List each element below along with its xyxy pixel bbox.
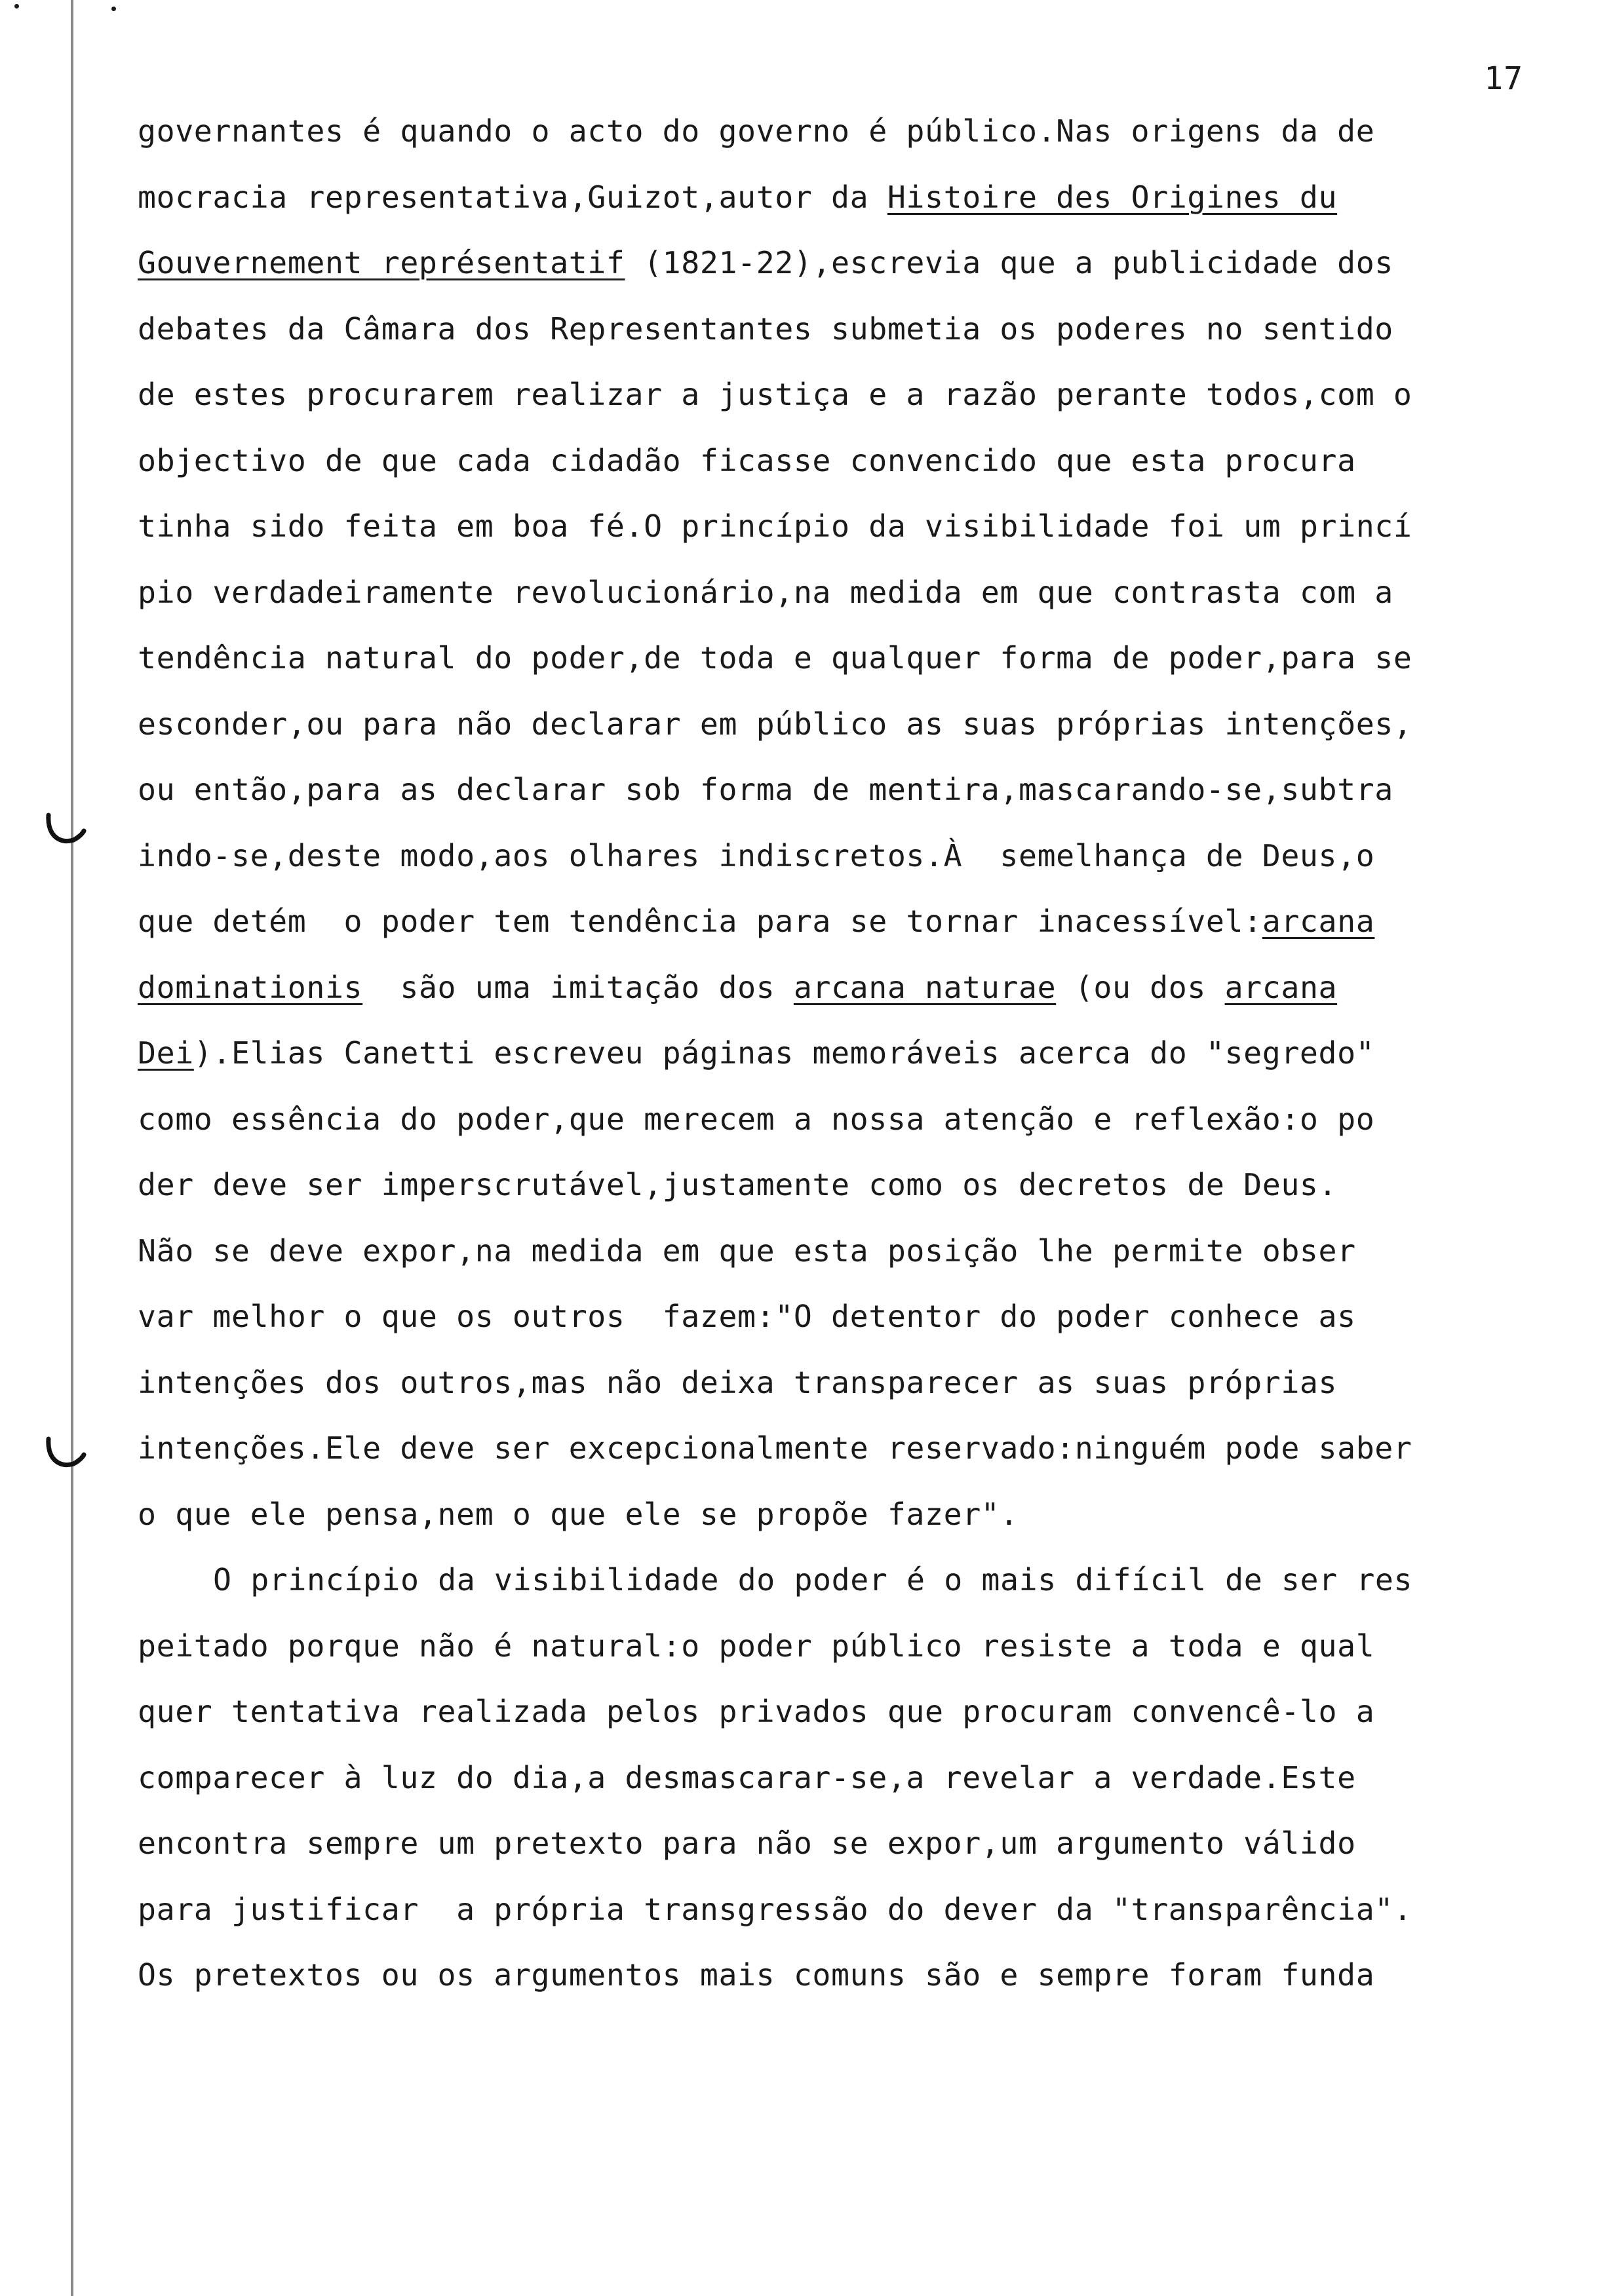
text-line: comparecer à luz do dia,a desmascarar-se,a revelar a verdade.Este <box>138 1759 1356 1795</box>
underlined-title: arcana <box>1224 969 1338 1005</box>
underlined-title: dominationis <box>138 969 363 1005</box>
typewritten-body-text <box>138 98 1514 2008</box>
text-line: encontra sempre um pretexto para não se expor,um argumento válido <box>138 1826 1356 1861</box>
text-line: Dei).Elias Canetti escreveu páginas memoráveis acerca do "segredo" <box>138 1035 1375 1071</box>
scan-binding-edge <box>71 0 73 2296</box>
text-line: o que ele pensa,nem o que ele se propõe fazer". <box>138 1496 1019 1532</box>
text-line: debates da Câmara dos Representantes submetia os poderes no sentido <box>138 311 1393 347</box>
page-number: 17 <box>1484 60 1523 97</box>
text-line: Não se deve expor,na medida em que esta posição lhe permite obser <box>138 1233 1356 1269</box>
text-line: quer tentativa realizada pelos privados que procuram convencê-lo a <box>138 1694 1375 1729</box>
text-line: que detém o poder tem tendência para se tornar inacessível:arcana <box>138 904 1375 939</box>
text-line: dominationis são uma imitação dos arcana naturae (ou dos arcana <box>138 969 1338 1005</box>
text-line: para justificar a própria transgressão do dever da "transparência". <box>138 1891 1412 1927</box>
text-line: tendência natural do poder,de toda e qualquer forma de poder,para se <box>138 640 1412 676</box>
text-line: O princípio da visibilidade do poder é o mais difícil de ser res <box>213 1562 1413 1598</box>
text-line: ou então,para as declarar sob forma de mentira,mascarando-se,subtra <box>138 772 1393 807</box>
scan-speck <box>111 7 116 11</box>
margin-hook-mark <box>42 1435 88 1474</box>
text-line: governantes é quando o acto do governo é público.Nas origens da de <box>138 113 1375 149</box>
text-line: indo-se,deste modo,aos olhares indiscretos.À semelhança de Deus,o <box>138 837 1375 873</box>
margin-hook-mark <box>42 811 88 851</box>
text-line: intenções dos outros,mas não deixa transparecer as suas próprias <box>138 1364 1338 1400</box>
underlined-title: arcana <box>1262 904 1375 939</box>
underlined-title: Gouvernement représentatif <box>138 245 625 280</box>
underlined-title: Dei <box>138 1035 194 1071</box>
text-line: Gouvernement représentatif (1821-22),escrevia que a publicidade dos <box>138 245 1393 280</box>
underlined-title: Histoire des Origines du <box>887 179 1338 215</box>
text-line: mocracia representativa,Guizot,autor da Histoire des Origines du <box>138 179 1338 215</box>
scan-speck <box>14 4 19 9</box>
text-line: objectivo de que cada cidadão ficasse convencido que esta procura <box>138 442 1356 478</box>
text-line: Os pretextos ou os argumentos mais comuns são e sempre foram funda <box>138 1957 1375 1993</box>
text-line: pio verdadeiramente revolucionário,na medida em que contrasta com a <box>138 574 1393 610</box>
underlined-title: arcana naturae <box>793 969 1057 1005</box>
text-line: de estes procurarem realizar a justiça e a razão perante todos,com o <box>138 377 1412 412</box>
text-line: tinha sido feita em boa fé.O princípio da visibilidade foi um princí <box>138 508 1412 544</box>
text-line: der deve ser imperscrutável,justamente como os decretos de Deus. <box>138 1167 1338 1202</box>
text-line: como essência do poder,que merecem a nossa atenção e reflexão:o po <box>138 1101 1375 1137</box>
text-line: intenções.Ele deve ser excepcionalmente reservado:ninguém pode saber <box>138 1430 1412 1466</box>
text-line: var melhor o que os outros fazem:"O detentor do poder conhece as <box>138 1299 1356 1334</box>
text-line: esconder,ou para não declarar em público as suas próprias intenções, <box>138 706 1412 742</box>
text-line: peitado porque não é natural:o poder público resiste a toda e qual <box>138 1628 1375 1664</box>
